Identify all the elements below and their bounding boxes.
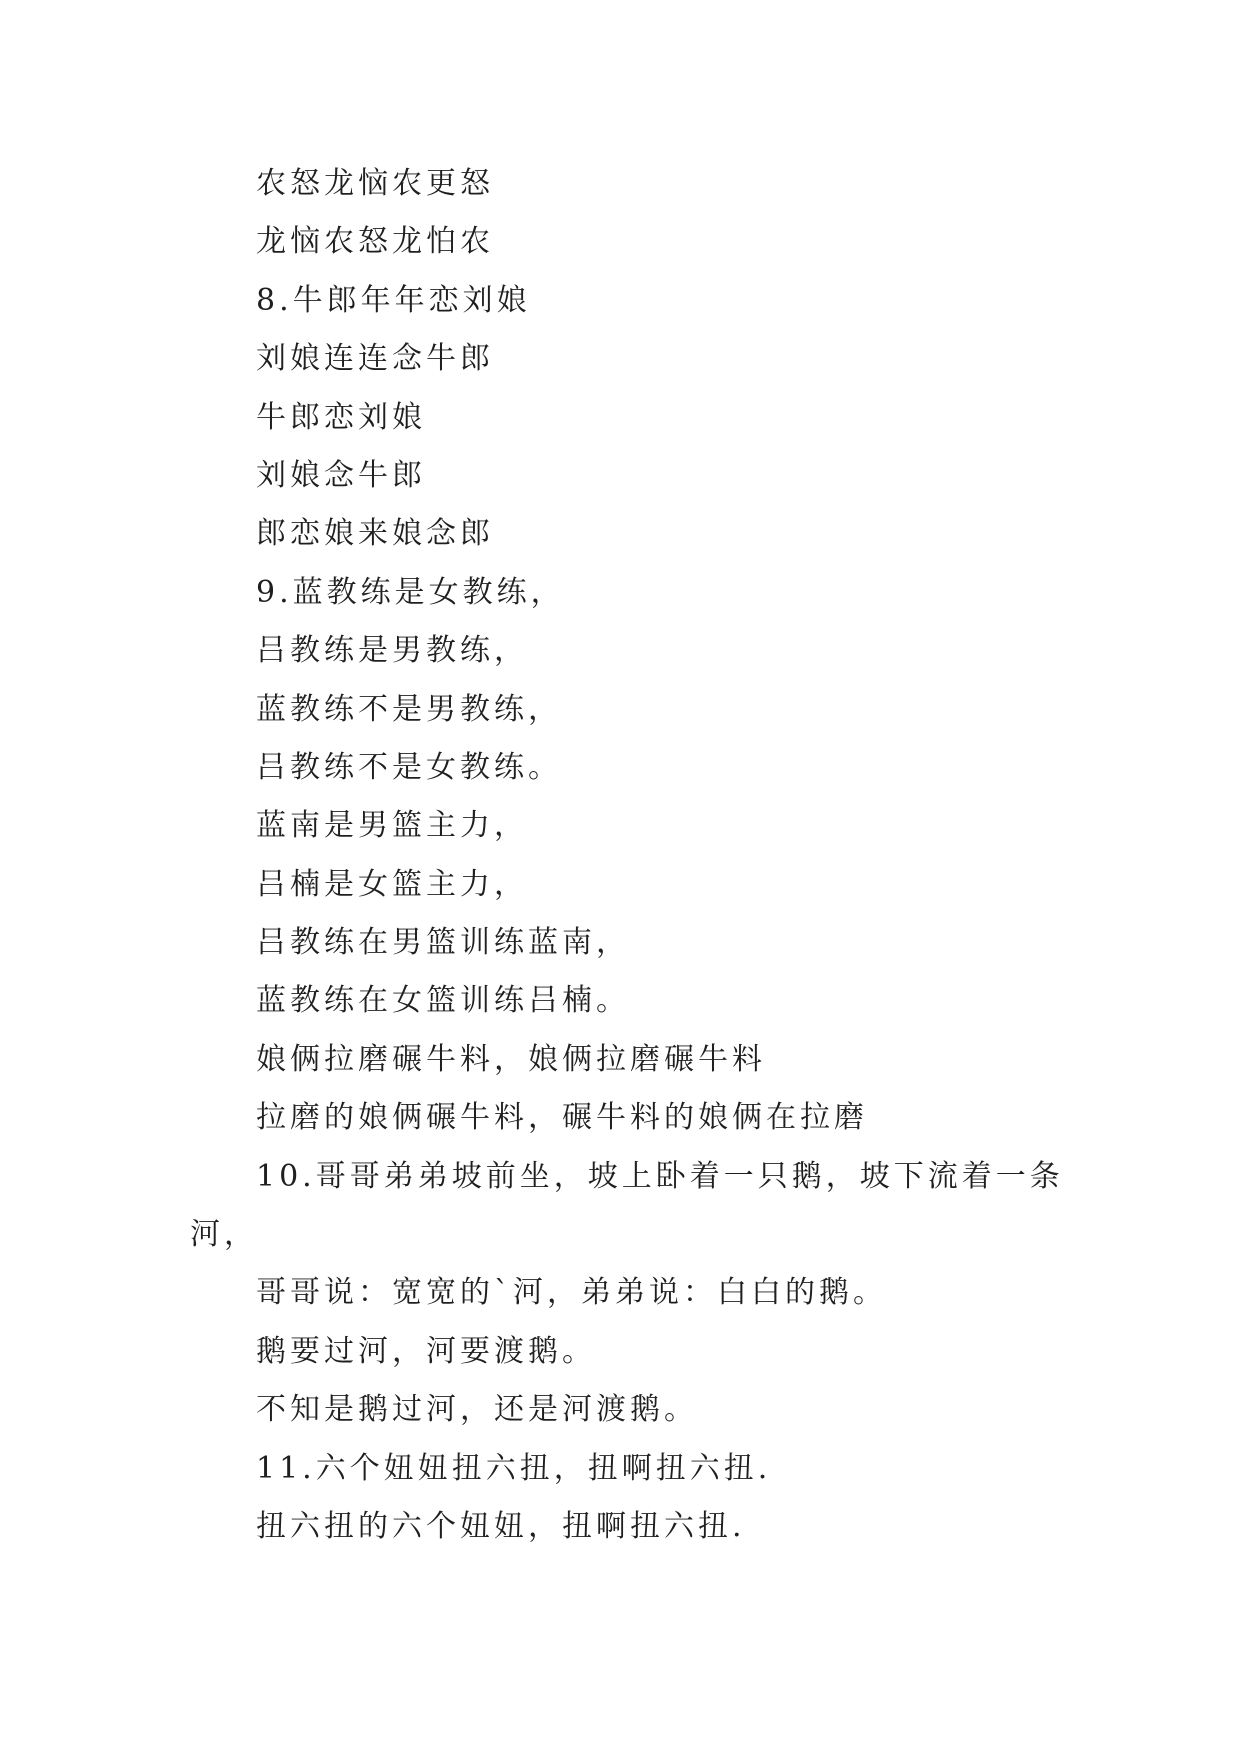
text-line: 11.六个妞妞扭六扭，扭啊扭六扭. xyxy=(256,1450,772,1486)
paragraph-continuation-line: 河， xyxy=(190,1217,258,1253)
text-line: 吕教练在男篮训练蓝南， xyxy=(256,925,630,961)
tongue-twister-text xyxy=(190,155,1064,1556)
text-line: 蓝南是男篮主力， xyxy=(256,808,528,844)
text-line: 龙恼农怒龙怕农 xyxy=(256,224,494,260)
text-line: 蓝教练在女篮训练吕楠。 xyxy=(256,983,630,1019)
text-line: 娘俩拉磨碾牛料，娘俩拉磨碾牛料 xyxy=(256,1041,766,1077)
text-line: 哥哥说：宽宽的`河，弟弟说：白白的鹅。 xyxy=(256,1275,887,1311)
text-line: 8.牛郎年年恋刘娘 xyxy=(256,282,531,318)
text-line: 吕教练是男教练， xyxy=(256,633,528,669)
text-line: 9.蓝教练是女教练， xyxy=(256,574,565,610)
text-line: 郎恋娘来娘念郎 xyxy=(256,516,494,552)
text-line: 刘娘连连念牛郎 xyxy=(256,341,494,377)
text-line: 10.哥哥弟弟坡前坐，坡上卧着一只鹅，坡下流着一条 xyxy=(256,1158,1064,1194)
text-line: 农怒龙恼农更怒 xyxy=(256,166,494,201)
text-line: 牛郎恋刘娘 xyxy=(256,399,426,435)
text-line: 蓝教练不是男教练， xyxy=(256,691,562,727)
text-line: 拉磨的娘俩碾牛料，碾牛料的娘俩在拉磨 xyxy=(256,1100,868,1136)
text-line: 不知是鹅过河，还是河渡鹅。 xyxy=(256,1392,698,1428)
text-line: 吕教练不是女教练。 xyxy=(256,749,562,785)
text-line: 鹅要过河，河要渡鹅。 xyxy=(256,1333,596,1369)
text-line: 吕楠是女篮主力， xyxy=(256,866,528,902)
text-line: 扭六扭的六个妞妞，扭啊扭六扭. xyxy=(256,1508,746,1544)
text-line: 刘娘念牛郎 xyxy=(256,457,426,493)
